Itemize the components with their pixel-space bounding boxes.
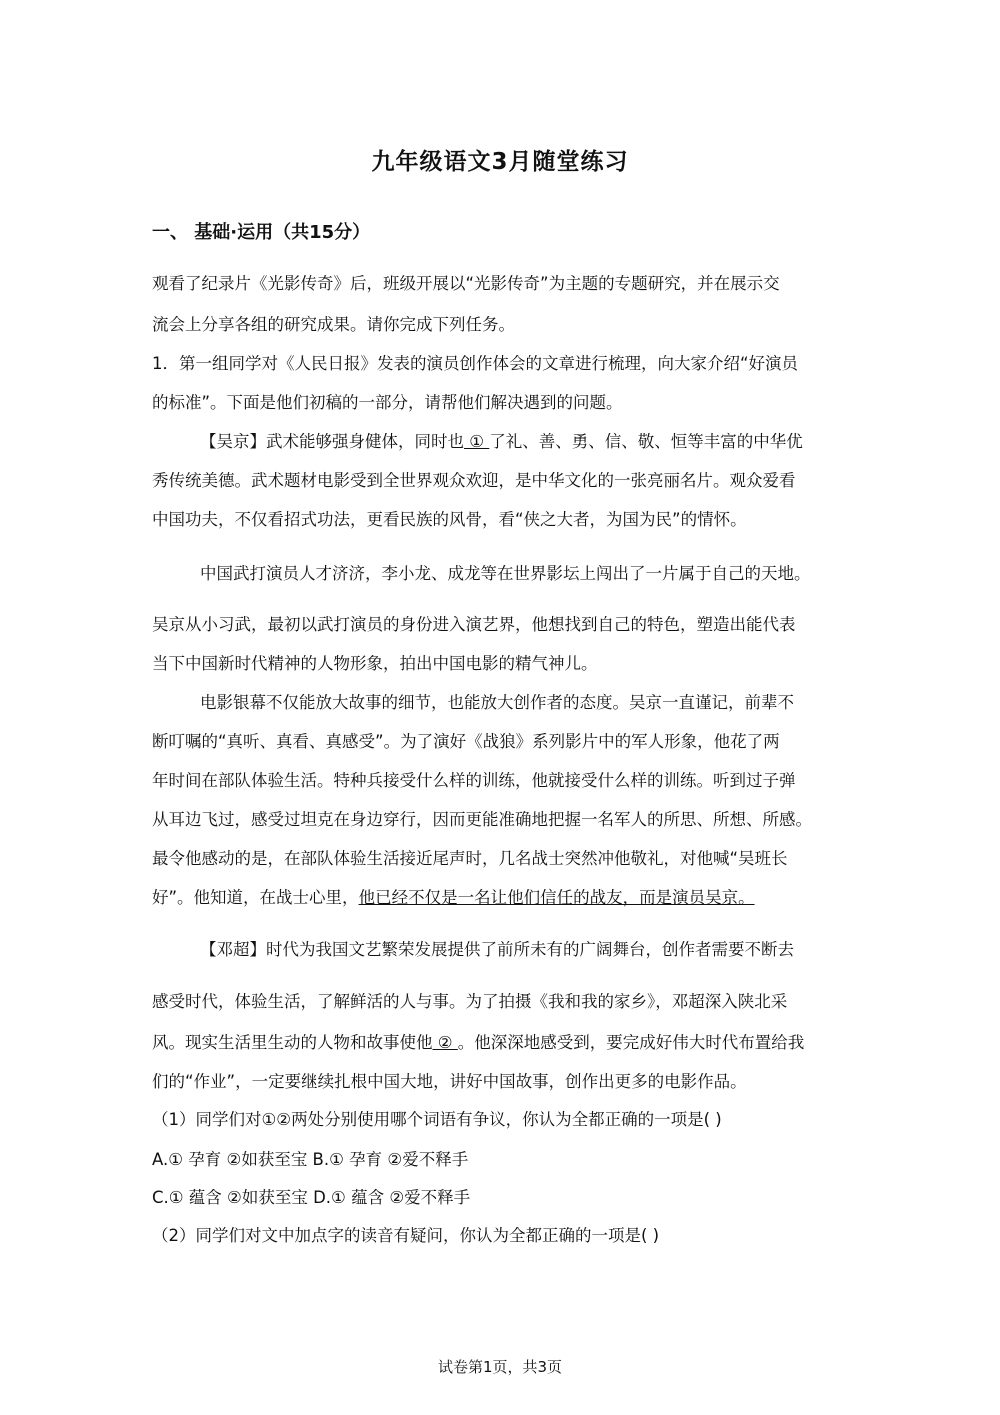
wujing-line: 电影银幕不仅能放大故事的细节，也能放大创作者的态度。吴京一直谨记，前辈不 (200, 693, 794, 712)
wujing-text: 【吴京】武术能够强身健体，同时也 (200, 432, 464, 451)
wujing-line (200, 430, 803, 454)
wujing-line: 断叮嘱的“真听、真看、真感受”。为了演好《战狼》系列影片中的军人形象，他花了两 (152, 732, 780, 751)
wujing-line: 最令他感动的是，在部队体验生活接近尾声时，几名战士突然冲他敬礼，对他喊“吴班长 (152, 849, 788, 868)
intro-line: 流会上分享各组的研究成果。请你完成下列任务。 (152, 315, 515, 334)
wujing-line: 吴京从小习武，最初以武打演员的身份进入演艺界，他想找到自己的特色，塑造出能代表 (152, 615, 796, 634)
dengchao-line: 们的“作业”，一定要继续扎根中国大地，讲好中国故事，创作出更多的电影作品。 (152, 1072, 747, 1091)
sub-question-1: （1）同学们对①②两处分别使用哪个词语有争议，你认为全都正确的一项是( ) (152, 1110, 722, 1129)
options-row: A.① 孕育 ②如获至宝 B.① 孕育 ②爱不释手 (152, 1150, 469, 1169)
wujing-line: 中国功夫，不仅看招式功法，更看民族的风骨，看“侠之大者，为国为民”的情怀。 (152, 510, 747, 529)
underlined-sentence: 他已经不仅是一名让他们信任的战友，而是演员吴京。 (358, 888, 755, 907)
question-1-line: 1．第一组同学对《人民日报》发表的演员创作体会的文章进行梳理，向大家介绍“好演员 (152, 354, 799, 373)
wujing-line: 从耳边飞过，感受过坦克在身边穿行，因而更能准确地把握一名军人的所思、所想、所感。 (152, 810, 812, 829)
wujing-line (152, 886, 755, 910)
page-footer: 试卷第1页，共3页 (437, 1358, 563, 1376)
wujing-line: 中国武打演员人才济济，李小龙、成龙等在世界影坛上闯出了一片属于自己的天地。 (200, 564, 811, 583)
wujing-text: 好”。他知道，在战士心里， (152, 888, 359, 907)
dengchao-text: 风。现实生活里生动的人物和故事使他 (152, 1033, 433, 1052)
section-heading: 一、 基础·运用（共15分） (152, 222, 371, 243)
blank-2: ② (432, 1033, 458, 1052)
dengchao-line (152, 1031, 804, 1055)
dengchao-text: 。他深深地感受到，要完成好伟大时代布置给我 (457, 1033, 805, 1052)
wujing-line: 秀传统美德。武术题材电影受到全世界观众欢迎，是中华文化的一张亮丽名片。观众爱看 (152, 471, 796, 490)
wujing-line: 年时间在部队体验生活。特种兵接受什么样的训练，他就接受什么样的训练。听到过子弹 (152, 771, 796, 790)
options-row: C.① 蕴含 ②如获至宝 D.① 蕴含 ②爱不释手 (152, 1188, 471, 1207)
dengchao-line: 感受时代，体验生活，了解鲜活的人与事。为了拍摄《我和我的家乡》，邓超深入陕北采 (152, 992, 788, 1011)
wujing-text: 了礼、善、勇、信、敬、恒等丰富的中华优 (489, 432, 803, 451)
sub-question-2: （2）同学们对文中加点字的读音有疑问，你认为全都正确的一项是( ) (152, 1226, 660, 1245)
blank-1: ① (464, 432, 490, 451)
wujing-line: 当下中国新时代精神的人物形象，拍出中国电影的精气神儿。 (152, 654, 598, 673)
intro-line: 观看了纪录片《光影传奇》后，班级开展以“光影传奇”为主题的专题研究，并在展示交 (152, 274, 780, 293)
question-1-line: 的标准”。下面是他们初稿的一部分，请帮他们解决遇到的问题。 (152, 393, 623, 412)
dengchao-line: 【邓超】时代为我国文艺繁荣发展提供了前所未有的广阔舞台，创作者需要不断去 (200, 940, 794, 959)
page-title: 九年级语文3月随堂练习 (371, 149, 629, 175)
